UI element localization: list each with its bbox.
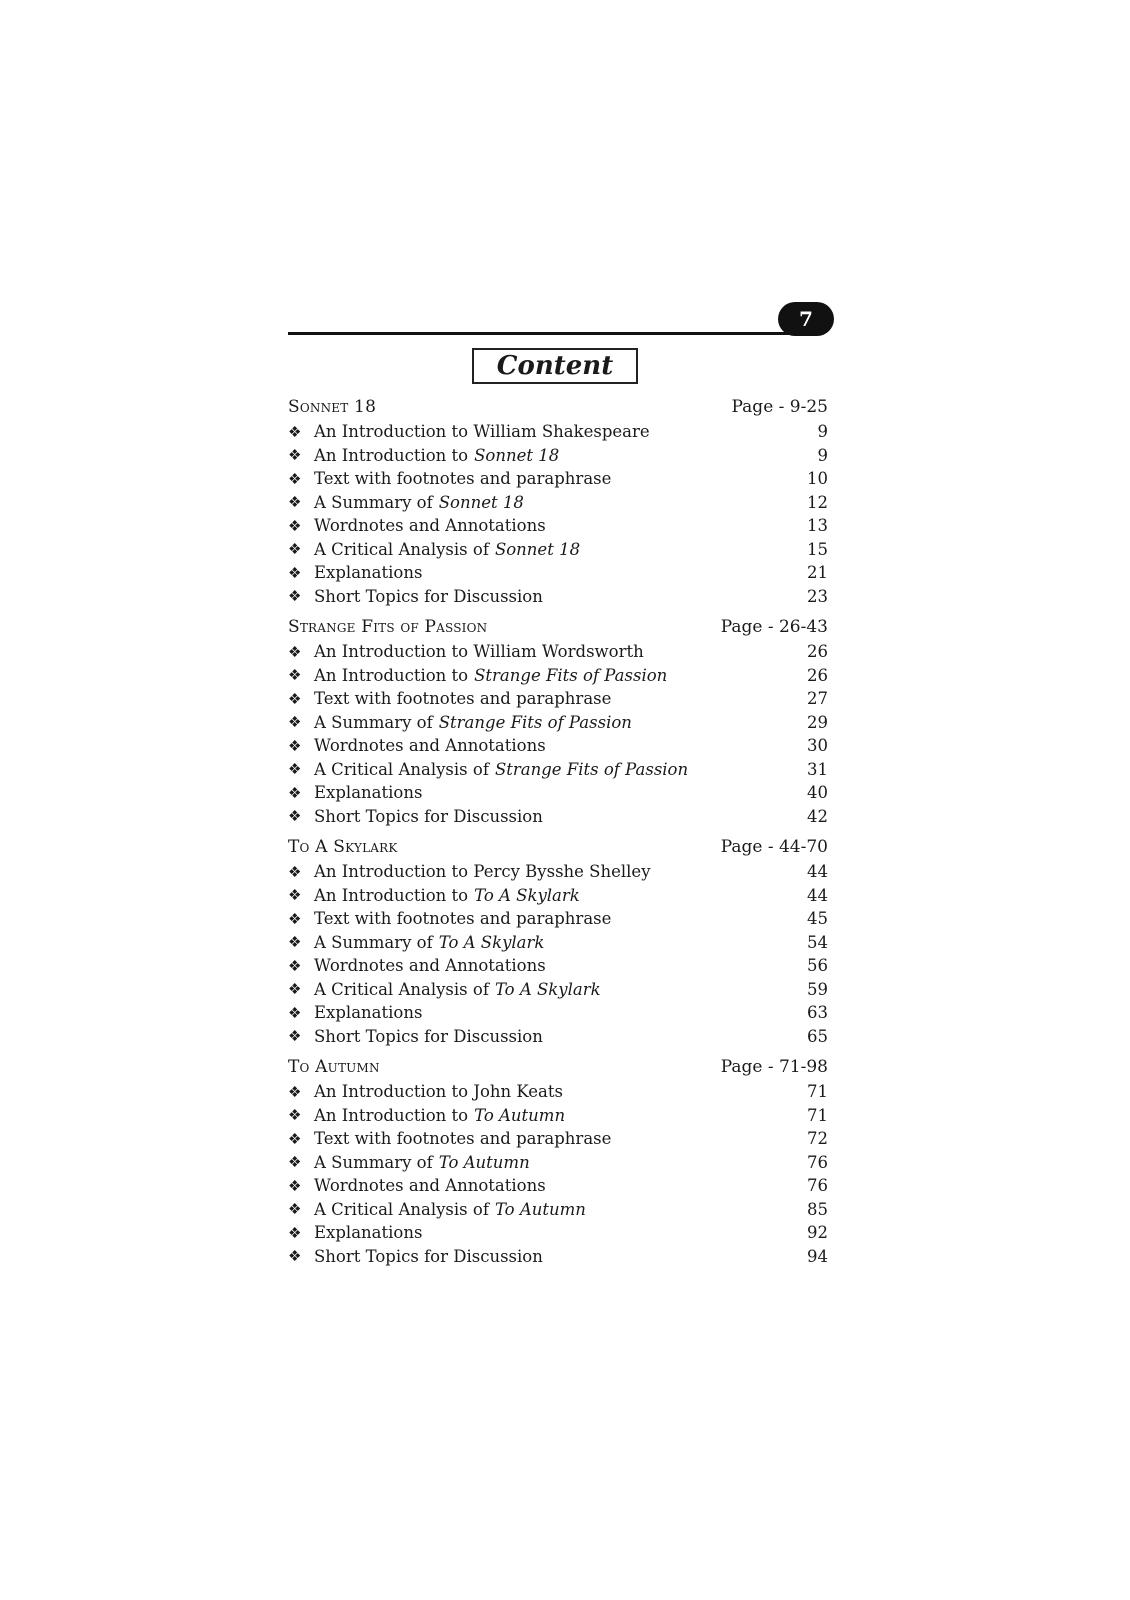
diamond-bullet-icon: ❖: [288, 642, 302, 661]
entry-text: A Summary of: [314, 932, 433, 952]
entry-page-number: 12: [807, 492, 828, 512]
entry-text: Short Topics for Discussion: [314, 1246, 543, 1266]
diamond-bullet-icon: ❖: [288, 980, 302, 999]
entry-text: Explanations: [314, 783, 423, 803]
diamond-bullet-icon: ❖: [288, 862, 302, 881]
toc-entry: [288, 687, 828, 711]
entry-text: Short Topics for Discussion: [314, 586, 543, 606]
diamond-bullet-icon: ❖: [288, 1027, 302, 1046]
entry-page-number: 42: [807, 806, 828, 826]
entry-page-number: 9: [817, 445, 828, 465]
entry-text: A Critical Analysis of: [314, 1199, 489, 1219]
diamond-bullet-icon: ❖: [288, 493, 302, 512]
diamond-bullet-icon: ❖: [288, 1129, 302, 1148]
toc-entry: [288, 734, 828, 758]
entry-work-title: To Autumn: [474, 1105, 566, 1125]
entry-work-title: Sonnet 18: [438, 492, 524, 512]
toc-entry: [288, 1025, 828, 1049]
section-heading: [288, 614, 828, 640]
diamond-bullet-icon: ❖: [288, 1176, 302, 1195]
entry-text: Wordnotes and Annotations: [314, 1176, 546, 1196]
diamond-bullet-icon: ❖: [288, 689, 302, 708]
entry-page-number: 63: [807, 1003, 828, 1023]
diamond-bullet-icon: ❖: [288, 760, 302, 779]
entry-text: An Introduction to John Keats: [314, 1082, 563, 1102]
entry-text: Explanations: [314, 563, 423, 583]
entry-page-number: 26: [807, 642, 828, 662]
entry-page-number: 85: [807, 1199, 828, 1219]
entry-work-title: To A Skylark: [474, 885, 580, 905]
entry-text: Text with footnotes and paraphrase: [314, 1129, 612, 1149]
section-heading: [288, 834, 828, 860]
toc-entry: [288, 640, 828, 664]
entry-text: Text with footnotes and paraphrase: [314, 469, 612, 489]
section-page-range: Page - 71-98: [720, 1057, 828, 1077]
entry-page-number: 23: [807, 586, 828, 606]
entry-page-number: 94: [807, 1246, 828, 1266]
entry-text: A Critical Analysis of: [314, 759, 489, 779]
diamond-bullet-icon: ❖: [288, 446, 302, 465]
diamond-bullet-icon: ❖: [288, 1003, 302, 1022]
entry-page-number: 21: [807, 563, 828, 583]
entry-work-title: To A Skylark: [438, 932, 545, 952]
diamond-bullet-icon: ❖: [288, 956, 302, 975]
entry-text: A Critical Analysis of: [314, 539, 489, 559]
toc-entry: [288, 1001, 828, 1025]
entry-text: Text with footnotes and paraphrase: [314, 689, 612, 709]
entry-page-number: 9: [817, 422, 828, 442]
toc-entry: [288, 931, 828, 955]
entry-page-number: 29: [807, 712, 828, 732]
toc-entry: [288, 781, 828, 805]
entry-page-number: 71: [807, 1082, 828, 1102]
entry-page-number: 30: [807, 736, 828, 756]
table-of-contents: [288, 394, 828, 1268]
entry-page-number: 15: [807, 539, 828, 559]
entry-work-title: Strange Fits of Passion: [474, 665, 668, 685]
toc-entry: [288, 420, 828, 444]
entry-text: An Introduction to William Shakespeare: [314, 422, 650, 442]
entry-text: Short Topics for Discussion: [314, 806, 543, 826]
toc-entry: [288, 538, 828, 562]
toc-entry: [288, 444, 828, 468]
entry-text: Wordnotes and Annotations: [314, 956, 546, 976]
diamond-bullet-icon: ❖: [288, 516, 302, 535]
section-title: Strange Fits of Passion: [288, 617, 488, 637]
toc-entry: [288, 1127, 828, 1151]
entry-page-number: 26: [807, 665, 828, 685]
entry-text: An Introduction to: [314, 445, 469, 465]
entry-text: An Introduction to Percy Bysshe Shelley: [314, 862, 651, 882]
diamond-bullet-icon: ❖: [288, 807, 302, 826]
toc-entry: [288, 1080, 828, 1104]
entry-text: A Summary of: [314, 712, 433, 732]
toc-entry: [288, 805, 828, 829]
entry-page-number: 56: [807, 956, 828, 976]
entry-page-number: 59: [807, 979, 828, 999]
entry-text: Text with footnotes and paraphrase: [314, 909, 612, 929]
diamond-bullet-icon: ❖: [288, 1082, 302, 1101]
entry-page-number: 44: [807, 885, 828, 905]
entry-page-number: 27: [807, 689, 828, 709]
toc-entry: [288, 954, 828, 978]
toc-entry: [288, 585, 828, 609]
diamond-bullet-icon: ❖: [288, 563, 302, 582]
entry-text: A Summary of: [314, 1152, 433, 1172]
toc-entry: [288, 1104, 828, 1128]
diamond-bullet-icon: ❖: [288, 783, 302, 802]
section-page-range: Page - 26-43: [720, 617, 828, 637]
page-title: Content: [472, 348, 638, 384]
section-title: To A Skylark: [288, 837, 398, 857]
toc-entry: [288, 711, 828, 735]
diamond-bullet-icon: ❖: [288, 587, 302, 606]
entry-work-title: Sonnet 18: [494, 539, 581, 559]
section-heading: [288, 1054, 828, 1080]
toc-entry: [288, 884, 828, 908]
toc-entry: [288, 1221, 828, 1245]
entry-text: Explanations: [314, 1003, 423, 1023]
entry-work-title: Sonnet 18: [474, 445, 560, 465]
diamond-bullet-icon: ❖: [288, 1223, 302, 1242]
entry-page-number: 44: [807, 862, 828, 882]
diamond-bullet-icon: ❖: [288, 422, 302, 441]
entry-page-number: 65: [807, 1026, 828, 1046]
diamond-bullet-icon: ❖: [288, 540, 302, 559]
entry-page-number: 40: [807, 783, 828, 803]
entry-page-number: 71: [807, 1105, 828, 1125]
toc-entry: [288, 491, 828, 515]
entry-text: An Introduction to: [314, 885, 469, 905]
entry-text: An Introduction to: [314, 1105, 469, 1125]
section-page-range: Page - 9-25: [731, 397, 828, 417]
section-title: Sonnet 18: [288, 397, 377, 417]
toc-entry: [288, 561, 828, 585]
entry-page-number: 54: [807, 932, 828, 952]
diamond-bullet-icon: ❖: [288, 713, 302, 732]
entry-work-title: To Autumn: [438, 1152, 530, 1172]
section-page-range: Page - 44-70: [720, 837, 828, 857]
diamond-bullet-icon: ❖: [288, 886, 302, 905]
entry-work-title: Strange Fits of Passion: [438, 712, 632, 732]
entry-work-title: Strange Fits of Passion: [494, 759, 689, 779]
toc-entry: [288, 664, 828, 688]
entry-page-number: 76: [807, 1152, 828, 1172]
toc-entry: [288, 514, 828, 538]
diamond-bullet-icon: ❖: [288, 666, 302, 685]
toc-entry: [288, 1198, 828, 1222]
toc-entry: [288, 978, 828, 1002]
entry-text: Wordnotes and Annotations: [314, 516, 546, 536]
entry-text: Explanations: [314, 1223, 423, 1243]
toc-entry: [288, 1151, 828, 1175]
toc-entry: [288, 907, 828, 931]
entry-text: A Summary of: [314, 492, 433, 512]
entry-text: An Introduction to: [314, 665, 469, 685]
entry-page-number: 76: [807, 1176, 828, 1196]
entry-text: An Introduction to William Wordsworth: [314, 642, 644, 662]
entry-text: Wordnotes and Annotations: [314, 736, 546, 756]
page-number-badge: 7: [778, 302, 834, 336]
entry-page-number: 45: [807, 909, 828, 929]
toc-entry: [288, 1174, 828, 1198]
section-heading: [288, 394, 828, 420]
entry-page-number: 13: [807, 516, 828, 536]
diamond-bullet-icon: ❖: [288, 1200, 302, 1219]
diamond-bullet-icon: ❖: [288, 933, 302, 952]
diamond-bullet-icon: ❖: [288, 1247, 302, 1266]
entry-work-title: To A Skylark: [494, 979, 601, 999]
entry-page-number: 31: [807, 759, 828, 779]
entry-page-number: 10: [807, 469, 828, 489]
diamond-bullet-icon: ❖: [288, 469, 302, 488]
entry-page-number: 72: [807, 1129, 828, 1149]
diamond-bullet-icon: ❖: [288, 909, 302, 928]
entry-page-number: 92: [807, 1223, 828, 1243]
entry-text: A Critical Analysis of: [314, 979, 489, 999]
diamond-bullet-icon: ❖: [288, 1106, 302, 1125]
section-title: To Autumn: [288, 1057, 380, 1077]
diamond-bullet-icon: ❖: [288, 736, 302, 755]
entry-work-title: To Autumn: [494, 1199, 586, 1219]
toc-entry: [288, 1245, 828, 1269]
toc-entry: [288, 758, 828, 782]
toc-entry: [288, 467, 828, 491]
toc-entry: [288, 860, 828, 884]
diamond-bullet-icon: ❖: [288, 1153, 302, 1172]
header-rule: [288, 332, 800, 335]
entry-text: Short Topics for Discussion: [314, 1026, 543, 1046]
